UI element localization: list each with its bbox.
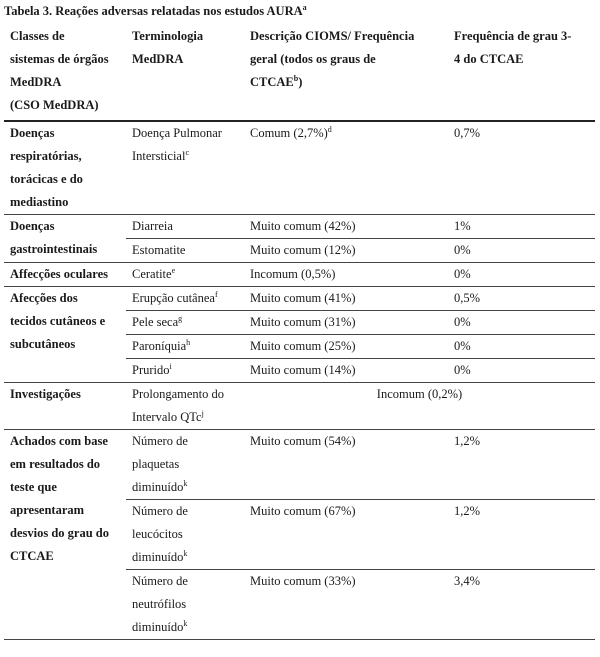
freq-cell: Muito comum (54%) [244,430,448,500]
term-cell: Número de neutrófilos diminuído$^k$ [132,574,188,634]
table-row [4,430,595,500]
grade-cell: 0,5% [448,287,595,311]
header-row [4,25,595,121]
freq-cell: Muito comum (41%) [244,287,448,311]
term-cell: Ceratite$^e$ [132,265,176,281]
freq-cell: Muito comum (33%) [250,574,356,588]
grade-cell: 0% [454,243,471,257]
freq-cell: Muito comum (14%) [250,363,356,377]
soc-cell: Doenças respiratórias, torácicas e do mediastino [10,126,83,209]
freq-cell: Muito comum (31%) [250,315,356,329]
term-cell: Pele seca$^g$ [132,313,183,329]
grade-cell: 3,4% [454,574,481,588]
grade-cell: 0% [454,363,471,377]
freq-cell: Muito comum (12%) [250,243,356,257]
grade-cell: 1,2% [454,504,481,518]
table-row [4,215,595,239]
freq-cell: Muito comum (67%) [250,504,356,518]
term-cell: Prolongamento do Intervalo QTc$^j$ [132,387,225,424]
table-row [4,287,595,311]
header-grade: Frequência de grau 3- 4 do CTCAE [454,29,572,66]
grade-cell: 0% [454,315,471,329]
freq-cell: Muito comum (25%) [250,339,356,353]
grade-cell: 0% [454,339,471,353]
term-cell: Número de leucócitos diminuído$^k$ [132,504,188,564]
table-caption: Tabela 3. Reações adversas relatadas nos estudos AURA$^a$ [4,2,307,18]
soc-cell: Affecções oculares [10,267,108,281]
freq-cell: Incomum (0,5%) [250,267,336,281]
term-cell: Erupção cutânea$^f$ [126,287,244,311]
table-row [4,383,595,430]
term-cell: Diarreia [126,215,244,239]
grade-cell: 1% [448,215,595,239]
soc-cell: Doenças gastrointestinais [4,215,126,263]
grade-cell: 0% [454,267,471,281]
table-row [4,263,595,287]
soc-cell: Investigações [10,387,81,401]
term-cell: Paroníquia$^h$ [132,337,191,353]
header-term: Terminologia MedDRA [132,29,204,66]
term-cell: Prurido$^i$ [132,361,172,377]
adverse-reactions-table [4,25,595,640]
header-soc: Classes de sistemas de órgãos MedDRA (CSO MedDRA) [10,29,109,112]
term-cell: Estomatite [132,243,186,257]
table-row [4,121,595,215]
header-cioms: Descrição CIOMS/ Frequência geral (todos os graus de CTCAE$^b$) [250,29,415,89]
grade-cell: 1,2% [448,430,595,500]
term-cell: Número de plaquetas diminuído$^k$ [126,430,244,500]
freq-cell: Muito comum (42%) [244,215,448,239]
grade-cell: 0,7% [454,126,481,140]
term-cell: Doença Pulmonar Intersticial$^c$ [132,126,222,163]
soc-cell: Achados com base em resultados do teste que apresentaram desvios do grau do CTCAE [4,430,126,640]
freq-cell: Comum $(2,7\%)^d$ [250,124,332,140]
soc-cell: Afecções dos tecidos cutâneos e subcutâneos [4,287,126,383]
freq-cell: Incomum (0,2%) [376,387,463,401]
